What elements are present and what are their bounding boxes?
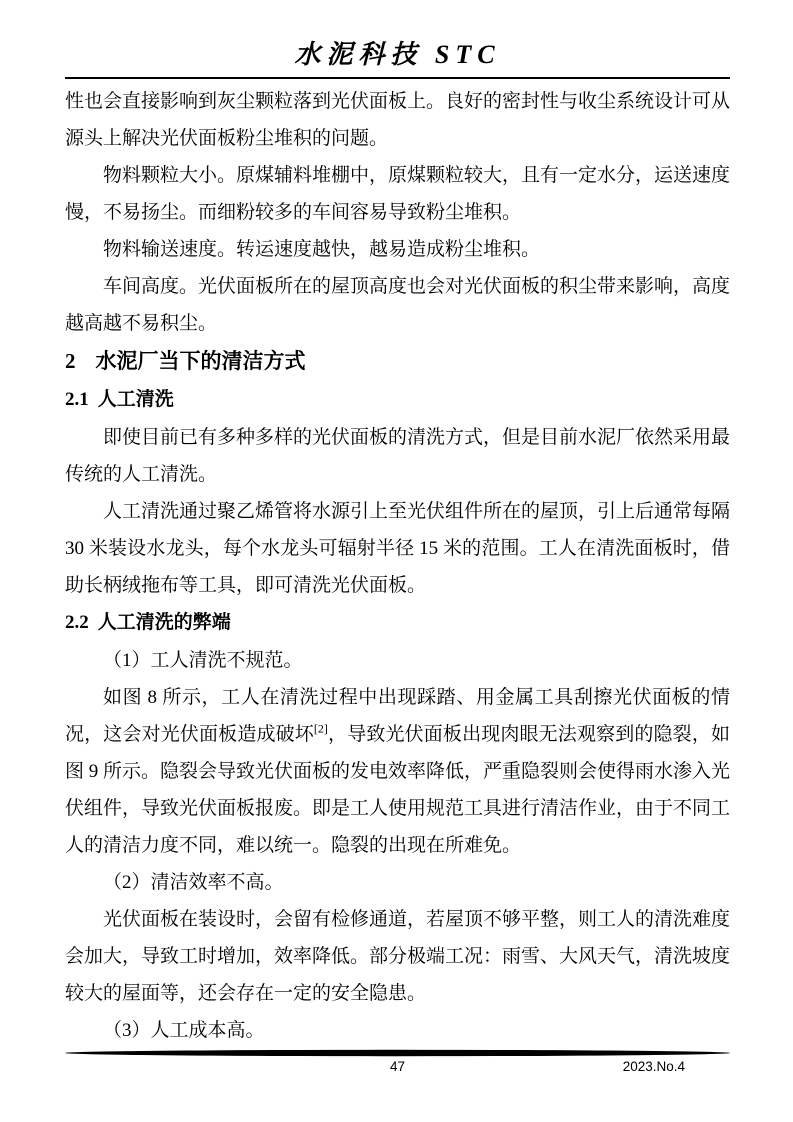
paragraph-hidden-cracks-post: ，导致光伏面板出现肉眼无法观察到的隐裂，如图 9 所示。隐裂会导致光伏面板的发电效率降低，严重隐裂则会使得雨水渗入光伏组件，导致光伏面板报废。即是工人使用规范工具进行清洁作业，由于不同工人的清洁力度不同，难以统一。隐裂的出现在所难免。 (65, 724, 731, 856)
page-footer (65, 1049, 730, 1080)
page-header (0, 0, 793, 79)
issue-number: 2023.No.4 (622, 1059, 685, 1074)
article-body (0, 79, 793, 1049)
subsection-heading-2-2 (65, 604, 730, 642)
list-item-2-low-efficiency: （2）清洁效率不高。 (103, 872, 284, 893)
subsection-heading-2-2-title: 人工清洗的弊端 (97, 612, 231, 633)
section-heading-2 (65, 342, 730, 381)
section-heading-2-number: 2 (65, 349, 76, 373)
paragraph-particle-size: 物料颗粒大小。原煤辅料堆棚中，原煤颗粒较大，且有一定水分，运送速度慢，不易扬尘。而细粉较多的车间容易导致粉尘堆积。 (65, 165, 731, 223)
journal-title: 水泥科技 STC (294, 40, 501, 69)
page-number: 47 (389, 1059, 406, 1074)
subsection-heading-2-1-title: 人工清洗 (97, 389, 174, 410)
paragraph-hidden-cracks (65, 679, 730, 864)
paragraph-cleaning-efficiency: 光伏面板在装设时，会留有检修通道，若屋顶不够平整，则工人的清洗难度会加大，导致工时增加，效率降低。部分极端工况：雨雪、大风天气，清洗坡度较大的屋面等，还会存在一定的安全隐患。 (65, 909, 731, 1004)
list-item-1-nonstandard-cleaning: （1）工人清洗不规范。 (103, 650, 303, 671)
paragraph-seal-continued: 性也会直接影响到灰尘颗粒落到光伏面板上。良好的密封性与收尘系统设计可从源头上解决光伏面板粉尘堆积的问题。 (65, 91, 731, 149)
citation-reference-2: [2] (313, 721, 328, 736)
paragraph-workshop-height: 车间高度。光伏面板所在的屋顶高度也会对光伏面板的积尘带来影响，高度越高越不易积尘。 (65, 276, 731, 334)
paragraph-manual-cleaning-intro: 即使目前已有多种多样的光伏面板的清洗方式，但是目前水泥厂依然采用最传统的人工清洗。 (65, 427, 731, 485)
section-heading-2-title: 水泥厂当下的清洁方式 (95, 350, 306, 373)
footer-row (65, 1058, 730, 1080)
paragraph-hidden-cracks-pre: 如图 8 所示，工人在清洗过程中出现踩踏、用金属工具刮擦光伏面板的情况，这会对光伏面板造成破坏 (65, 687, 730, 745)
subsection-heading-2-2-number: 2.2 (65, 612, 89, 633)
paragraph-transport-speed: 物料输送速度。转运速度越快，越易造成粉尘堆积。 (103, 239, 541, 260)
subsection-heading-2-1 (65, 381, 730, 419)
subsection-heading-2-1-number: 2.1 (65, 389, 89, 410)
footer-rule (65, 1049, 730, 1057)
paragraph-manual-cleaning-method: 人工清洗通过聚乙烯管将水源引上至光伏组件所在的屋顶，引上后通常每隔 30 米装设水龙头，每个水龙头可辐射半径 15 米的范围。工人在清洗面板时，借助长柄绒拖布等工具，即可清洗光伏面板。 (65, 501, 731, 596)
list-item-3-high-labor-cost: （3）人工成本高。 (103, 1020, 265, 1041)
